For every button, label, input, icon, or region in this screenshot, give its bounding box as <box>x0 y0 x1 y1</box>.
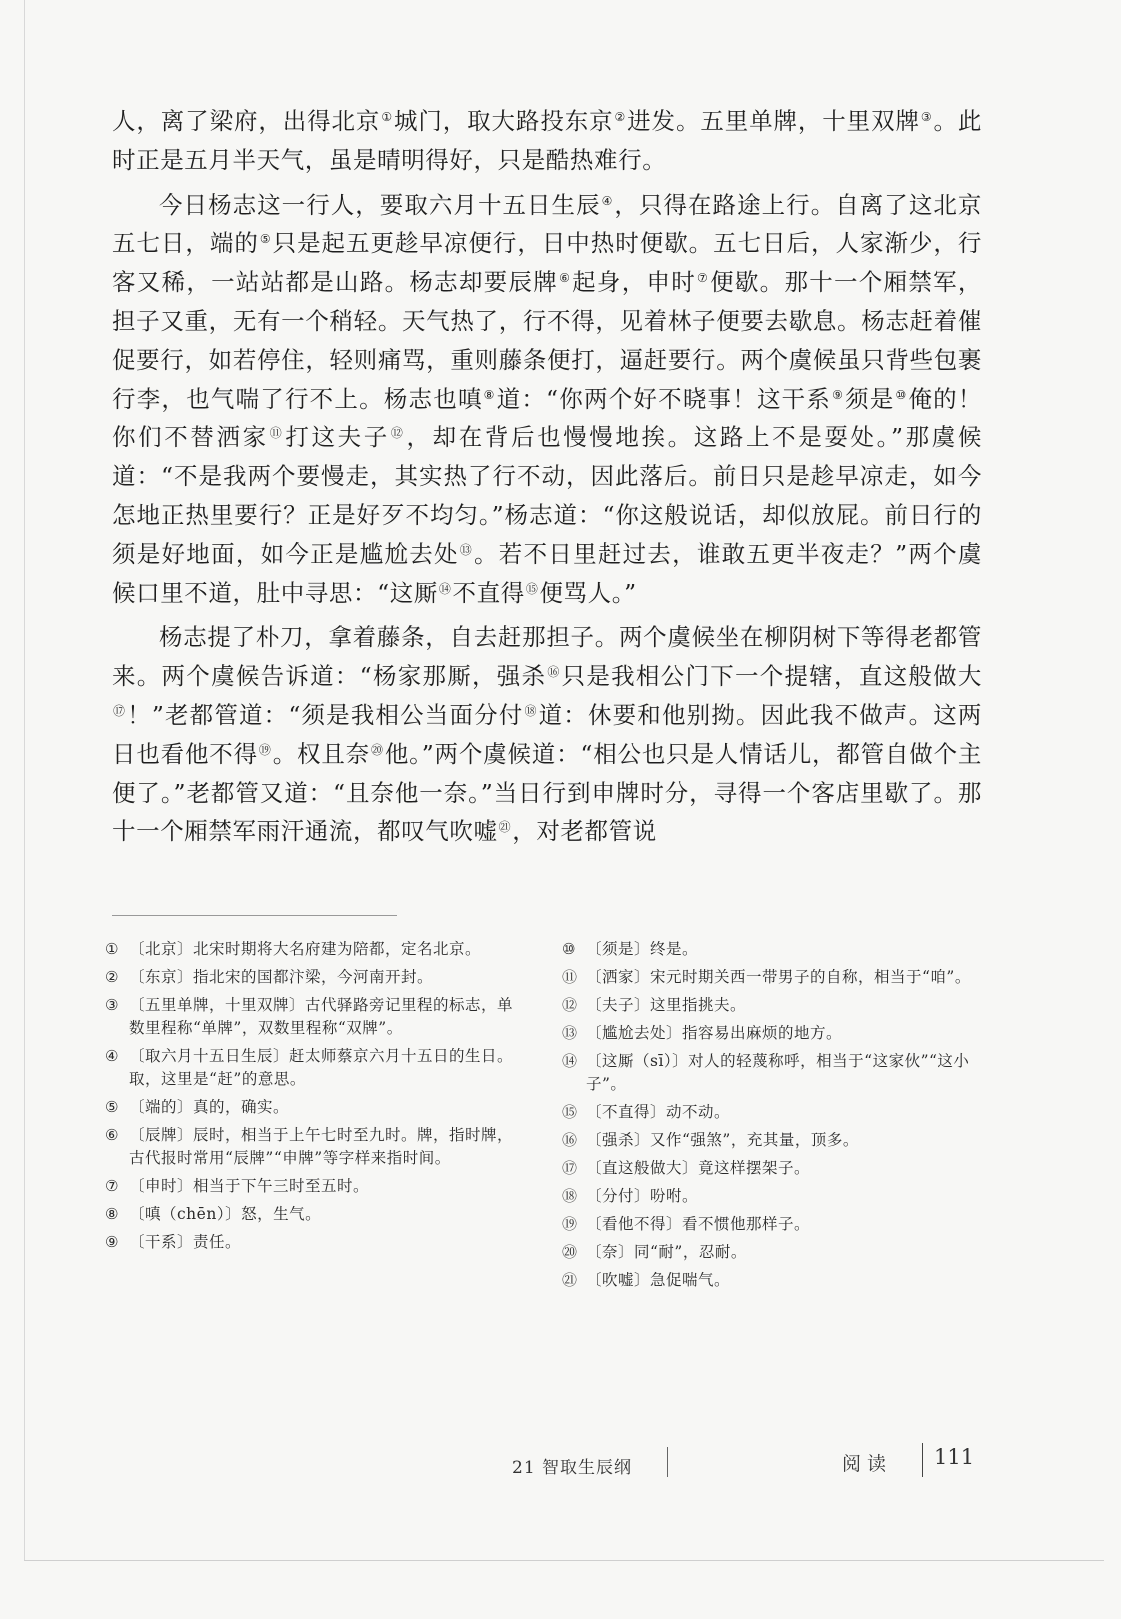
footnote-number: ② <box>105 968 119 986</box>
text-run: ，只得在路途上行。自离了这北京五七日，端的 <box>112 190 983 258</box>
text-run: 不直得 <box>452 578 525 607</box>
text-run: 俺的！你们不替洒家 <box>112 384 982 452</box>
footnote-ref: ⑭ <box>438 581 452 596</box>
footnote-number: ⑧ <box>105 1205 119 1223</box>
footnote <box>105 938 523 961</box>
footnote <box>105 1175 523 1198</box>
footnote <box>562 1101 980 1124</box>
footnote-ref: ⑧ <box>483 387 496 402</box>
footnote-ref: ⑱ <box>524 703 538 718</box>
text-run: ！”老都管道：“须是我相公当面分付 <box>127 700 524 729</box>
footnote-text: 〔夫子〕这里指挑夫。 <box>586 996 747 1014</box>
footnote-ref: ⑦ <box>697 271 710 286</box>
footnote-text: 〔奈〕同“耐”，忍耐。 <box>586 1243 747 1261</box>
footnote-number: ⑯ <box>562 1131 578 1149</box>
footnote-number: ③ <box>105 996 119 1014</box>
footnote-text: 〔洒家〕宋元时期关西一带男子的自称，相当于“咱”。 <box>586 968 971 986</box>
footnote-text: 〔吹嘘〕急促喘气。 <box>586 1271 731 1289</box>
footnote-ref: ⑨ <box>832 387 845 402</box>
footnote-number: ㉑ <box>562 1271 578 1289</box>
text-run: 道：“你两个好不晓事！这干系 <box>496 384 832 413</box>
main-text <box>112 102 982 851</box>
footnote-text: 〔这厮（sī）〕对人的轻蔑称呼，相当于“这家伙”“这小子”。 <box>586 1052 970 1093</box>
footnote-number: ⑪ <box>562 968 578 986</box>
text-run: 便歇。那十一个厢禁军，担子又重，无有一个稍轻。天气热了，行不得，见着林子便要去歇息。杨志赶着催促要行，如若停住，轻则痛骂，重则藤条便打，逼赶要行。两个虞候虽只背些包裹行李，也气喘了行不上。杨志也嗔 <box>112 268 983 413</box>
page-edge-bottom <box>24 1560 1104 1561</box>
text-run: 人，离了梁府，出得北京 <box>112 107 381 135</box>
footnote-text: 〔看他不得〕看不惯他那样子。 <box>586 1215 811 1233</box>
text-run: 。此时正是五月半天气，虽是晴明得好，只是酷热难行。 <box>112 107 983 174</box>
footnote-number: ⑱ <box>562 1187 578 1205</box>
footnote-number: ⑬ <box>562 1024 578 1042</box>
footnote-number: ④ <box>105 1047 119 1065</box>
footnote-number: ⑳ <box>562 1243 578 1261</box>
footnote-number: ⑭ <box>562 1052 578 1070</box>
page-number: 111 <box>934 1445 975 1469</box>
footnote-ref: ⑥ <box>559 271 572 286</box>
footnote-text: 〔端的〕真的，确实。 <box>129 1098 290 1116</box>
footnote-ref: ⑪ <box>269 426 285 441</box>
footnote-number: ⑲ <box>562 1215 578 1233</box>
footnote <box>562 938 980 961</box>
footnote-ref: ㉑ <box>498 820 512 835</box>
footnote <box>105 1203 523 1226</box>
footnote-ref: ⑬ <box>459 542 474 557</box>
footnote-ref: ⑲ <box>258 742 272 757</box>
footnote-text: 〔申时〕相当于下午三时至五时。 <box>129 1177 370 1195</box>
footnote-number: ⑨ <box>105 1233 119 1251</box>
footnote-ref: ⑯ <box>547 665 561 680</box>
text-run: 只是起五更趁早凉便行，日中热时便歇。五七日后，人家渐少，行客又稀，一站站都是山路。杨志却要辰牌 <box>112 229 982 297</box>
footnote-number: ⑦ <box>105 1177 119 1195</box>
paragraph <box>112 618 982 851</box>
footnote-text: 〔分付〕吩咐。 <box>586 1187 699 1205</box>
footnotes-right-column <box>562 938 980 1297</box>
text-run: 。权且奈 <box>272 739 370 768</box>
section-label: 阅读 <box>842 1453 893 1475</box>
footnote-ref: ① <box>381 110 393 124</box>
footnote-ref: ⑳ <box>370 742 384 757</box>
footnote <box>562 1241 980 1264</box>
text-run: 打这夫子 <box>285 423 390 452</box>
footnote-ref: ⑩ <box>895 387 908 402</box>
footer-separator <box>667 1447 668 1477</box>
footnote <box>562 966 980 989</box>
footnote-number: ① <box>105 940 119 958</box>
footnote <box>105 1045 523 1091</box>
footnote <box>562 1269 980 1292</box>
footnote-number: ⑩ <box>562 940 576 958</box>
footnote-ref: ④ <box>601 193 614 208</box>
paragraph <box>112 102 982 180</box>
footnote <box>562 1213 980 1236</box>
footnote-text: 〔辰牌〕辰时，相当于上午七时至九时。牌，指时牌，古代报时常用“辰牌”“申牌”等字样来指时间。 <box>129 1126 514 1167</box>
text-run: 他。”两个虞候道：“相公也只是人情话儿，都管自做个主便了。”老都管又道：“且奈他一奈。”当日行到申牌时分，寻得一个客店里歇了。那十一个厢禁军雨汗通流，都叹气吹嘘 <box>112 739 983 846</box>
text-run: ，却在背后也慢慢地挨。这路上不是耍处。”那虞候道：“不是我两个要慢走，其实热了行不动，因此落后。前日只是趁早凉走，如今怎地正热里要行？正是好歹不均匀。”杨志道：“你这般说话，却似放屁。前日行的须是好地面，如今正是尴尬去处 <box>112 423 982 568</box>
text-run: 须是 <box>845 384 895 413</box>
text-run: 杨志提了朴刀，拿着藤条，自去赶那担子。两个虞候坐在柳阴树下等得老都管来。两个虞候告诉道：“杨家那厮，强杀 <box>112 623 982 691</box>
footnote <box>105 1231 523 1254</box>
footnote-text: 〔东京〕指北宋的国都汴梁，今河南开封。 <box>129 968 434 986</box>
text-run: 只是我相公门下一个提辖，直这般做大 <box>561 662 982 691</box>
footnote-text: 〔不直得〕动不动。 <box>586 1103 731 1121</box>
footnote-number: ⑫ <box>562 996 578 1014</box>
footer-separator <box>922 1443 923 1477</box>
text-run: 道：休要和他别拗。因此我不做声。这两日也看他不得 <box>112 700 982 768</box>
footnote-ref: ⑤ <box>259 232 272 247</box>
footnote-text: 〔须是〕终是。 <box>586 940 699 958</box>
page-footer <box>0 1447 1121 1487</box>
footnote <box>105 1124 523 1170</box>
footnote-text: 〔尴尬去处〕指容易出麻烦的地方。 <box>586 1024 843 1042</box>
footnote-number: ⑮ <box>562 1103 578 1121</box>
footnote <box>562 1185 980 1208</box>
footnote-ref: ⑰ <box>113 703 127 718</box>
footnote-ref: ⑮ <box>525 581 539 596</box>
footnote-text: 〔北京〕北宋时期将大名府建为陪都，定名北京。 <box>129 940 482 958</box>
footnote-number: ⑰ <box>562 1159 578 1177</box>
footnote <box>105 1096 523 1119</box>
text-run: 便骂人。” <box>539 578 637 607</box>
footnote <box>562 1157 980 1180</box>
paragraph <box>112 186 982 613</box>
footnote-number: ⑥ <box>105 1126 119 1144</box>
footnote-number: ⑤ <box>105 1098 119 1116</box>
footnote <box>562 994 980 1017</box>
footnote-ref: ③ <box>920 110 933 124</box>
footnote <box>562 1022 980 1045</box>
footnote-divider <box>112 915 397 916</box>
footnote <box>562 1050 980 1096</box>
text-run: ，对老都管说 <box>512 817 657 846</box>
text-run: 进发。五里单牌，十里双牌 <box>627 107 920 135</box>
text-run: 今日杨志这一行人，要取六月十五日生辰 <box>159 190 601 219</box>
footnote-text: 〔强杀〕又作“强煞”，充其量，顶多。 <box>586 1131 859 1149</box>
page-edge-left <box>24 0 25 1560</box>
text-run: 起身，申时 <box>572 268 697 297</box>
footnote-ref: ② <box>614 110 627 124</box>
footnote-text: 〔直这般做大〕竟这样摆架子。 <box>586 1159 811 1177</box>
footnote-text: 〔取六月十五日生辰〕赶太师蔡京六月十五日的生日。取，这里是“赶”的意思。 <box>129 1047 514 1088</box>
footnote-text: 〔干系〕责任。 <box>129 1233 242 1251</box>
footnote <box>562 1129 980 1152</box>
footnote-ref: ⑫ <box>390 426 406 441</box>
footnote-text: 〔五里单牌，十里双牌〕古代驿路旁记里程的标志，单数里程称“单牌”，双数里程称“双牌”。 <box>129 996 514 1037</box>
lesson-title: 21 智取生辰纲 <box>512 1458 633 1478</box>
footnote <box>105 966 523 989</box>
footnote-text: 〔嗔（chēn）〕怒，生气。 <box>129 1205 322 1223</box>
text-run: 。若不日里赶过去，谁敢五更半夜走？”两个虞候口里不道，肚中寻思：“这厮 <box>112 539 982 607</box>
text-run: 城门，取大路投东京 <box>393 107 614 135</box>
footnote <box>105 994 523 1040</box>
footnotes-left-column <box>105 938 523 1259</box>
